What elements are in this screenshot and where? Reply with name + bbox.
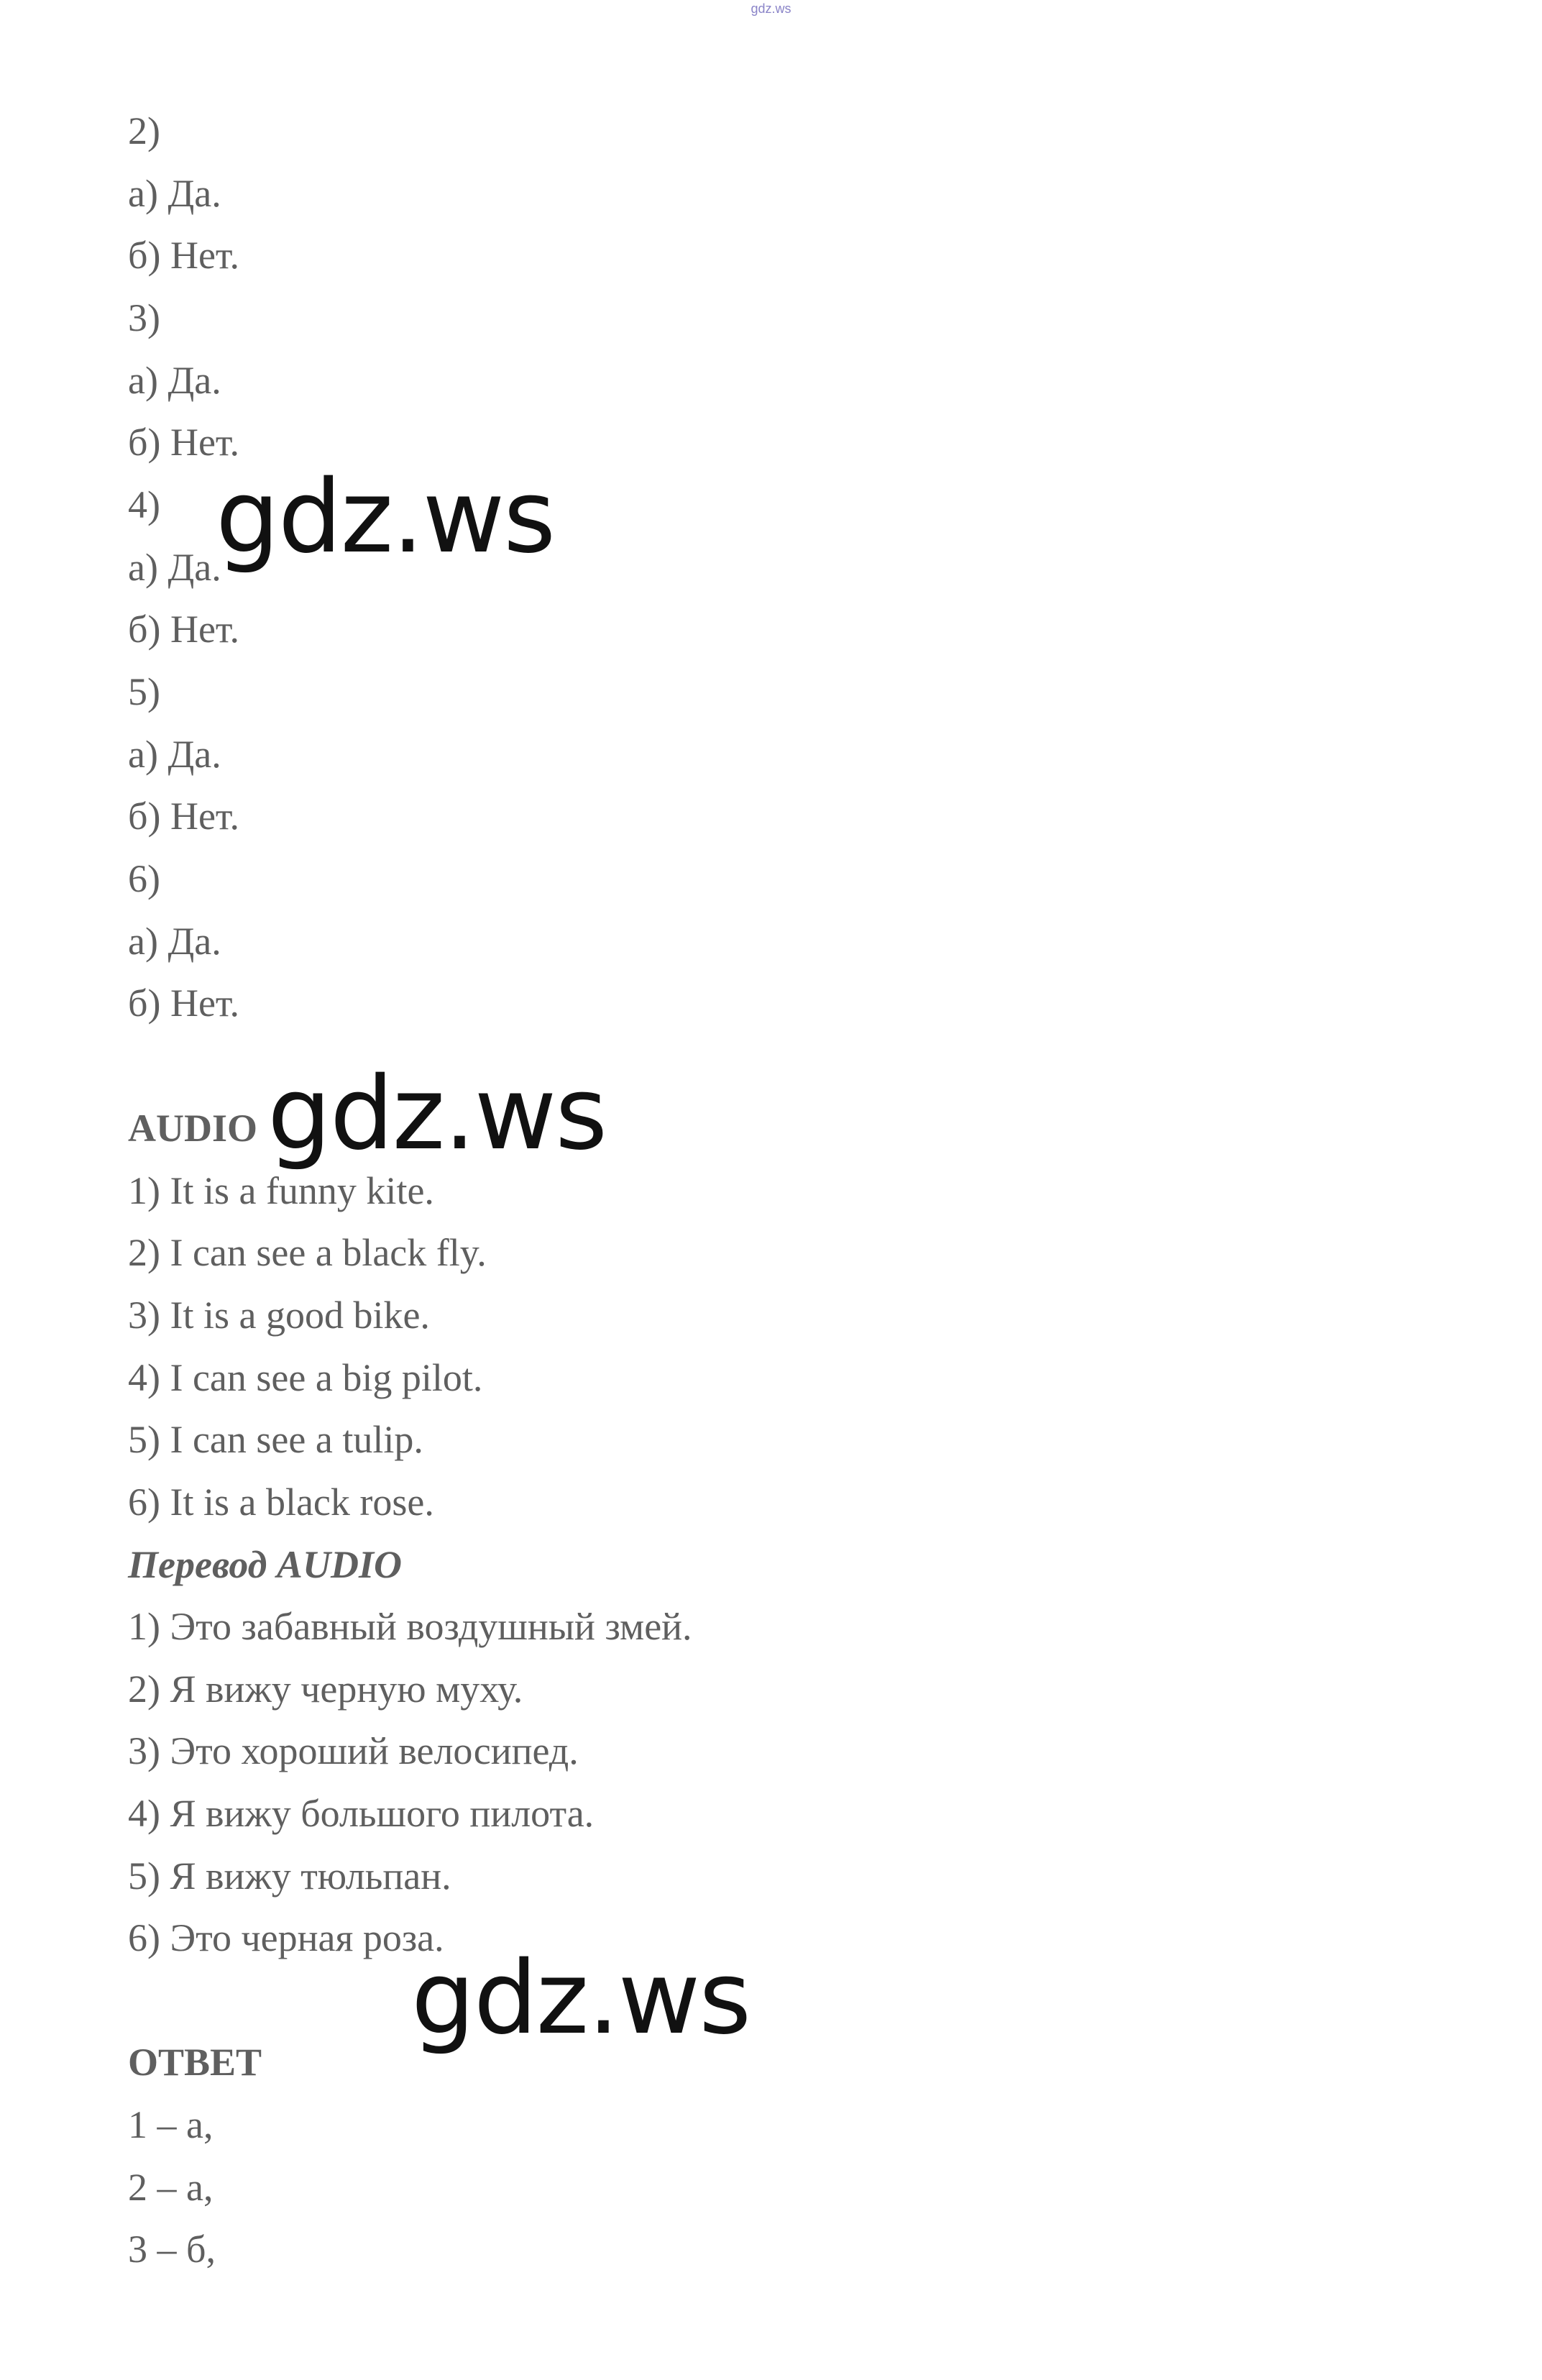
answer-option-b: б) Нет. <box>128 981 239 1025</box>
answer-option-a: а) Да. <box>128 172 221 215</box>
answer-line: 1 – а, <box>128 2103 214 2146</box>
audio-line: 4) I can see a big pilot. <box>128 1356 483 1399</box>
question-number: 5) <box>128 670 160 713</box>
answer-option-a: а) Да. <box>128 920 221 963</box>
translation-line: 5) Я вижу тюльпан. <box>128 1854 451 1898</box>
answer-option-b: б) Нет. <box>128 795 239 838</box>
answer-line: 2 – а, <box>128 2166 214 2209</box>
translation-line: 6) Это черная роза. <box>128 1916 444 1959</box>
question-number: 2) <box>128 109 160 152</box>
answer-option-b: б) Нет. <box>128 421 239 464</box>
watermark-logo: gdz.ws <box>216 459 555 576</box>
question-number: 3) <box>128 296 160 339</box>
translation-line: 3) Это хороший велосипед. <box>128 1729 579 1772</box>
question-number: 4) <box>128 483 160 526</box>
translation-line: 4) Я вижу большого пилота. <box>128 1792 595 1835</box>
answer-option-b: б) Нет. <box>128 608 239 651</box>
answer-line: 3 – б, <box>128 2228 216 2271</box>
site-mark: gdz.ws <box>751 1 791 16</box>
answer-option-a: а) Да. <box>128 546 221 589</box>
audio-line: 3) It is a good bike. <box>128 1294 430 1337</box>
answer-option-b: б) Нет. <box>128 234 239 277</box>
question-number: 6) <box>128 857 160 900</box>
translation-line: 1) Это забавный воздушный змей. <box>128 1605 692 1648</box>
answer-heading: ОТВЕТ <box>128 2041 262 2084</box>
audio-line: 1) It is a funny kite. <box>128 1169 434 1212</box>
answer-option-a: а) Да. <box>128 733 221 776</box>
audio-line: 6) It is a black rose. <box>128 1480 434 1524</box>
watermark-logo: gdz.ws <box>411 1940 751 2057</box>
audio-line: 5) I can see a tulip. <box>128 1418 423 1461</box>
audio-heading: AUDIO <box>128 1107 258 1150</box>
audio-line: 2) I can see a black fly. <box>128 1231 487 1274</box>
translation-line: 2) Я вижу черную муху. <box>128 1667 523 1711</box>
watermark-logo: gdz.ws <box>267 1056 607 1173</box>
translation-heading: Перевод AUDIO <box>128 1543 402 1586</box>
answer-option-a: а) Да. <box>128 359 221 402</box>
